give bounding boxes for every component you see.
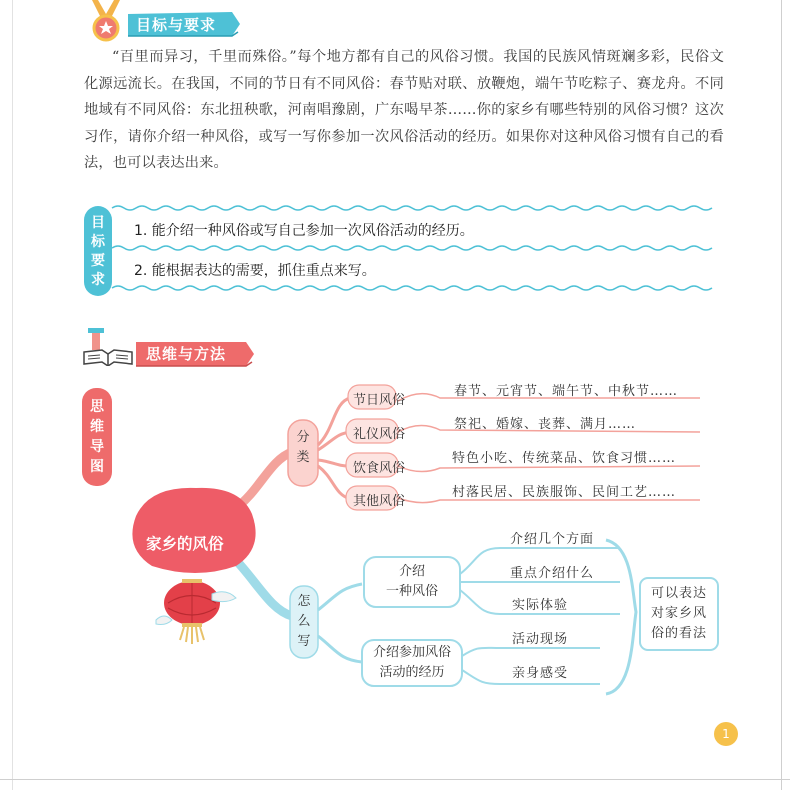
connector-write-b	[318, 636, 362, 662]
branch-write-line	[232, 556, 292, 616]
category-label-2: 礼仪风俗	[353, 427, 406, 442]
category-label-4: 其他风俗	[353, 494, 406, 509]
write-b-item-2: 亲身感受	[512, 666, 569, 681]
opinion-line-3: 俗的看法	[650, 626, 707, 641]
write-b-item-1: 活动现场	[512, 632, 569, 647]
category-label-1: 节日风俗	[353, 393, 406, 408]
connector-cat-4	[318, 466, 350, 499]
category-label-3: 饮食风俗	[353, 461, 406, 476]
write-b-label-line1: 介绍参加风俗	[372, 645, 451, 660]
write-a-label	[364, 562, 460, 602]
connector-cat-3	[318, 460, 350, 466]
page-number-badge: 1	[714, 722, 738, 746]
mindmap-tag-label: 思维导图	[90, 399, 104, 475]
write-a-item-1: 介绍几个方面	[510, 532, 595, 547]
leaf-line-b1	[462, 648, 600, 656]
connector-write-a	[318, 584, 362, 610]
opinion-label	[640, 584, 718, 644]
opinion-line-1: 可以表达	[650, 586, 707, 601]
goal-banner-title: 目标与要求	[136, 16, 217, 34]
center-node-label: 家乡的风俗	[146, 534, 224, 553]
category-items-1: 春节、元宵节、端午节、中秋节……	[454, 384, 679, 399]
write-a-item-2: 重点介绍什么	[510, 566, 595, 581]
category-items-2: 祭祀、婚嫁、丧葬、满月……	[454, 417, 637, 432]
branch-classify-line	[236, 452, 292, 508]
write-b-label	[362, 643, 462, 683]
goal-item-2: 2. 能根据表达的需要，抓住重点来写。	[134, 263, 376, 279]
goal-item-1: 1. 能介绍一种风俗或写自己参加一次风俗活动的经历。	[134, 223, 474, 239]
write-b-label-line2: 活动的经历	[379, 665, 445, 680]
center-node-bg	[132, 488, 255, 573]
opinion-brace	[606, 540, 636, 694]
classify-node-label: 分类	[296, 430, 310, 465]
cat-line-3	[398, 466, 700, 472]
opinion-line-2: 对家乡风	[650, 606, 707, 621]
method-banner-title: 思维与方法	[146, 345, 227, 363]
lantern-icon	[156, 579, 236, 644]
intro-paragraph: “百里而异习，千里而殊俗。”每个地方都有自己的风俗习惯。我国的民族风情斑斓多彩，民俗文化源远流长。在我国，不同的节日有不同风俗：春节贴对联、放鞭炮，端午节吃粽子、赛龙舟。不同地域有不同风俗：东北扭秧歌，河南唱豫剧，广东喝早茶……你的家乡有哪些特别的风俗习惯？这次习作，请你介绍一种风俗，或写一写你参加一次风俗活动的经历。如果你对这种风俗习惯有自己的看法，也可以表达出来。	[84, 49, 724, 171]
write-a-label-line1: 介绍	[398, 564, 425, 579]
write-a-label-line2: 一种风俗	[385, 584, 438, 599]
goals-tag-label: 目标要求	[91, 215, 105, 288]
write-a-item-3: 实际体验	[512, 598, 569, 613]
write-node-label: 怎么写	[297, 594, 311, 649]
category-items-4: 村落民居、民族服饰、民间工艺……	[452, 485, 677, 500]
category-items-3: 特色小吃、传统菜品、饮食习惯……	[452, 451, 677, 466]
